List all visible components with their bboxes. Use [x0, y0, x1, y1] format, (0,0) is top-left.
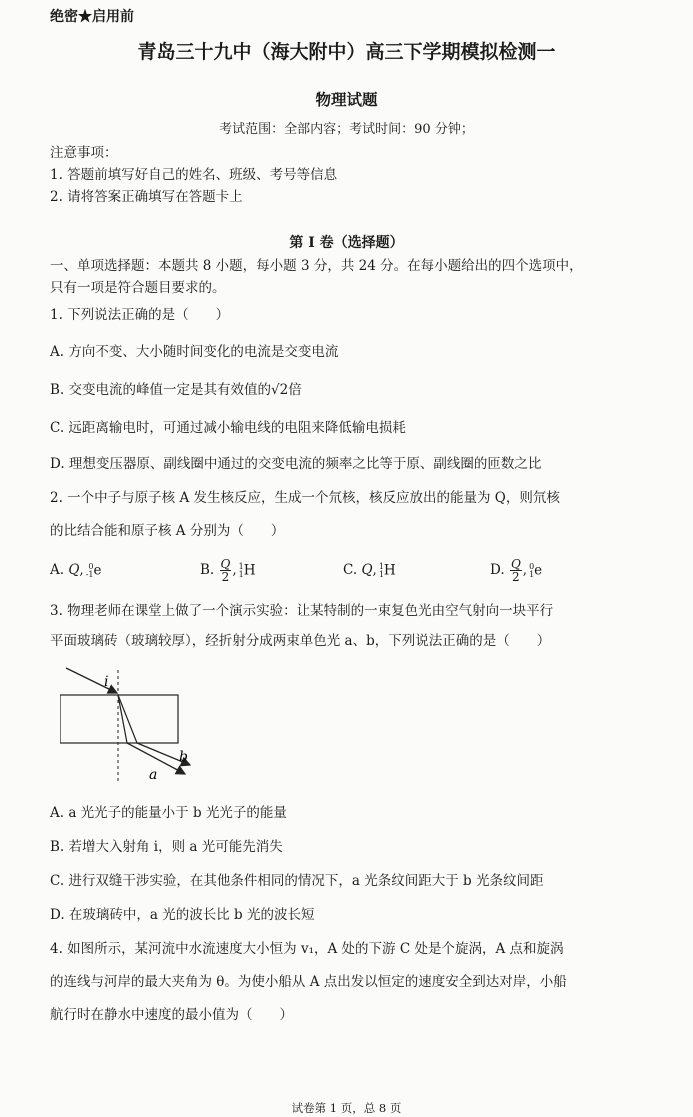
option-a: A. 方向不变、大小随时间变化的电流是交变电流 — [50, 344, 339, 360]
incident-ray — [66, 668, 117, 693]
refracted-ray-a — [118, 695, 127, 743]
option-b-text: B. 交变电流的峰值一定是其有效值的 — [50, 382, 272, 398]
var-q: Q — [68, 562, 80, 578]
option-d: D. 理想变压器原、副线圈中通过的交变电流的频率之比等于原、副线圈的匝数之比 — [50, 456, 542, 472]
note-item: 1. 答题前填写好自己的姓名、班级、考号等信息 — [50, 167, 338, 183]
notes-heading: 注意事项： — [50, 145, 118, 161]
section-intro: 只有一项是符合题目要求的。 — [50, 280, 226, 296]
particle-symbol: H — [243, 562, 256, 579]
option-label: C. — [343, 562, 358, 578]
option-a: A. a 光光子的能量小于 b 光光子的能量 — [50, 805, 287, 821]
page-subtitle: 物理试题 — [315, 90, 378, 109]
question-stem: 4. 如图所示，某河流中水流速度大小恒为 v₁，A 处的下游 C 处是个旋涡，A 点和旋涡 — [50, 941, 564, 957]
section-intro: 一、单项选择题：本题共 8 小题，每小题 3 分，共 24 分。在每小题给出的四个选项中， — [50, 258, 583, 274]
question-stem: 的比结合能和原子核 A 分别为（ ） — [50, 523, 285, 539]
page-title: 青岛三十九中（海大附中）高三下学期模拟检测一 — [137, 41, 556, 63]
question-stem: 2. 一个中子与原子核 A 发生核反应，生成一个氘核，核反应放出的能量为 Q，则氘核 — [50, 490, 560, 506]
option-label: D. — [490, 562, 505, 578]
nuclide-index: 0 1 — [529, 561, 535, 579]
label-b: b — [179, 749, 188, 765]
option-b: B. 若增大入射角 i，则 a 光可能先消失 — [50, 839, 283, 855]
section-title: 第 I 卷（选择题） — [289, 235, 404, 251]
comma: , — [232, 562, 237, 578]
nuclide-index: 0 -1 — [85, 561, 94, 579]
refracted-ray-b — [118, 695, 137, 743]
particle-symbol: e — [93, 562, 102, 579]
label-i: i — [104, 674, 109, 690]
fraction: $\frac{Q}{2}$ — [220, 557, 231, 584]
question-stem: 1. 下列说法正确的是（ ） — [50, 307, 230, 323]
comma: , — [372, 562, 377, 578]
option-c: C. 远距离输电时，可通过减小输电线的电阻来降低输电损耗 — [50, 420, 406, 436]
question-stem: 3. 物理老师在课堂上做了一个演示实验：让某特制的一束复色光由空气射向一块平行 — [50, 603, 554, 619]
option-a — [50, 557, 102, 584]
question-stem: 航行时在静水中速度的最小值为（ ） — [50, 1007, 293, 1023]
var-q: Q — [361, 562, 373, 578]
page-footer: 试卷第 1 页，总 8 页 — [291, 1101, 402, 1115]
option-d — [490, 557, 542, 584]
option-b — [50, 381, 302, 399]
question-stem: 平面玻璃砖（玻璃较厚），经折射分成两束单色光 a、b，下列说法正确的是（ ） — [50, 633, 551, 649]
particle-symbol: H — [383, 562, 396, 579]
option-c — [343, 557, 396, 584]
exam-info: 考试范围：全部内容；考试时间：90 分钟； — [219, 122, 474, 137]
question-stem: 的连线与河岸的最大夹角为 θ。为使小船从 A 点出发以恒定的速度安全到达对岸，小船 — [50, 974, 567, 990]
nuclide-index: 1 1 — [238, 561, 244, 579]
option-b-suffix: 倍 — [288, 382, 302, 398]
comma: , — [522, 562, 528, 578]
sqrt-two: √2 — [271, 382, 289, 398]
label-a: a — [149, 767, 158, 783]
particle-symbol: e — [534, 562, 543, 579]
fraction: $\frac{Q}{2}$ — [510, 557, 521, 584]
option-label: B. — [200, 562, 215, 578]
option-b — [200, 557, 256, 584]
secret-label: 绝密★启用前 — [50, 9, 134, 25]
comma: , — [79, 562, 84, 578]
option-label: A. — [50, 562, 65, 578]
refraction-diagram — [60, 662, 220, 787]
nuclide-index: 1 1 — [378, 561, 384, 579]
note-item: 2. 请将答案正确填写在答题卡上 — [50, 189, 243, 205]
option-c: C. 进行双缝干涉实验，在其他条件相同的情况下，a 光条纹间距大于 b 光条纹间距 — [50, 873, 544, 889]
option-d: D. 在玻璃砖中，a 光的波长比 b 光的波长短 — [50, 907, 315, 923]
